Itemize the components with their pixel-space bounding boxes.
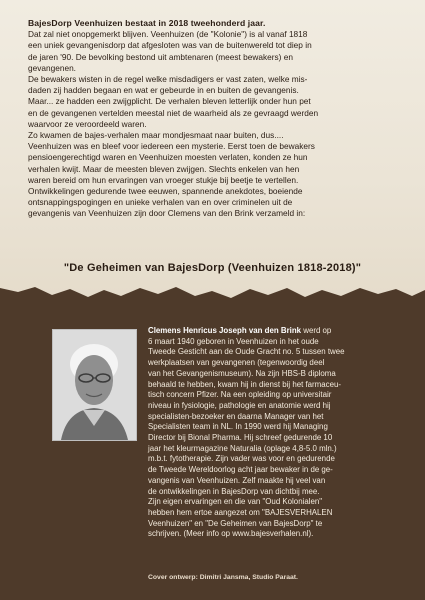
- intro-line: ontsnappingspogingen en unieke verhalen van en over criminelen uit de: [28, 197, 293, 208]
- intro-line: gevangenis van Veenhuizen zijn door Clemens van den Brink verzameld in:: [28, 208, 306, 219]
- intro-line: een uniek gevangenisdorp dat afgesloten was van de buitenwereld tot diep in: [28, 40, 312, 51]
- author-bio: [148, 326, 400, 540]
- intro-line: pensioengerechtigd waren en Veenhuizen moesten verlaten, konden ze hun: [28, 152, 308, 163]
- bio-line: hebben hem ertoe aangezet om "BAJESVERHALEN: [148, 507, 333, 517]
- bio-line: werkplaatsen van gevangenen (tegenwoordig deel: [148, 358, 325, 368]
- intro-line: De bewakers wisten in de regel welke misdadigers er vast zaten, welke mis-: [28, 74, 308, 85]
- bio-line: de Tweede Wereldoorlog acht jaar bewaker in de ge-: [148, 465, 333, 475]
- intro-line: de jaren '90. De bevolking bestond uit ambtenaren (meest bewakers) en: [28, 51, 293, 62]
- author-portrait-icon: [53, 330, 136, 440]
- bio-line: jaar het kleurmagazine Naturalia (oplage 4,8-5.0 mln.): [148, 443, 337, 453]
- intro-heading: BajesDorp Veenhuizen bestaat in 2018 tweehonderd jaar.: [28, 18, 266, 28]
- intro-line: Veenhuizen was en bleef voor iedereen een mysterie. Eerst toen de bewakers: [28, 141, 315, 152]
- intro-line: daden zij hadden begaan en wat er gebeurde in en buiten de gevangenis.: [28, 85, 299, 96]
- bio-line: de ontwikkelingen in BajesDorp van dichtbij mee.: [148, 486, 320, 496]
- bio-line: m.b.t. fytotherapie. Zijn vader was voor en gedurende: [148, 454, 335, 464]
- bio-line: 6 maart 1940 geboren in Veenhuizen in het oude: [148, 336, 319, 346]
- intro-line: Zo kwamen de bajes-verhalen maar mondjesmaat naar buiten, dus....: [28, 130, 284, 141]
- intro-line: Maar... ze hadden een zwijgplicht. De verhalen bleven letterlijk onder hun pet: [28, 96, 311, 107]
- bio-line: specialisten-bezoeker en daarna Manager van het: [148, 411, 324, 421]
- bio-line: schrijven. (Meer info op www.bajesverhalen.nl).: [148, 529, 314, 539]
- bio-first-line: [148, 326, 400, 337]
- intro-line: waarvoor ze veroordeeld waren.: [28, 118, 147, 129]
- intro-text: [28, 18, 400, 220]
- cover-credit: Cover ontwerp: Dimitri Jansma, Studio Paraat.: [148, 574, 298, 581]
- book-title: "De Geheimen van BajesDorp (Veenhuizen 1818-2018)": [63, 262, 362, 274]
- bio-line: van het Gevangenismuseum). Na zijn HBS-B diploma: [148, 368, 336, 378]
- intro-line: Dat zal niet onopgemerkt blijven. Veenhuizen (de "Kolonie") is al vanaf 1818: [28, 29, 308, 40]
- bio-line: werd op: [301, 326, 332, 335]
- author-photo: [52, 329, 137, 441]
- bio-line: Tweede Gesticht aan de Oude Gracht no. 5 tussen twee: [148, 347, 345, 357]
- bio-line: niveau in fysiologie, pathologie en anatomie werd hij: [148, 400, 331, 410]
- bio-line: Specialisten team in NL. In 1990 werd hij Managing: [148, 422, 328, 432]
- bio-line: Zijn eigen ervaringen en die van "Oud Kolonialen": [148, 497, 323, 507]
- author-name: Clemens Henricus Joseph van den Brink: [148, 326, 302, 335]
- bio-line: behaald te hebben, kwam hij in dienst bij het farmaceu-: [148, 379, 341, 389]
- intro-line: Ontwikkelingen gedurende twee eeuwen, spannende anekdotes, boeiende: [28, 186, 303, 197]
- intro-line: verhalen kwijt. Maar de meesten bleven zwijgen. Slechts enkelen van hen: [28, 163, 300, 174]
- torn-paper-edge: [0, 270, 425, 330]
- bio-line: vangenis van Veenhuizen. Zelf maakte hij veel van: [148, 475, 326, 485]
- bio-line: Director bij Bional Pharma. Hij schreef gedurende 10: [148, 433, 333, 443]
- intro-line: en de gevangenen vertelden meestal niet de waarheid als ze gevraagd werden: [28, 107, 319, 118]
- intro-line: waren bereid om hun ervaringen van vroeger stukje bij beetje te vertellen.: [28, 174, 299, 185]
- bio-line: tisch concern Pfizer. Na een opleiding op universitair: [148, 390, 332, 400]
- intro-line: gevangenen.: [28, 62, 76, 73]
- bio-line: Veenhuizen" en "De Geheimen van BajesDorp" te: [148, 518, 323, 528]
